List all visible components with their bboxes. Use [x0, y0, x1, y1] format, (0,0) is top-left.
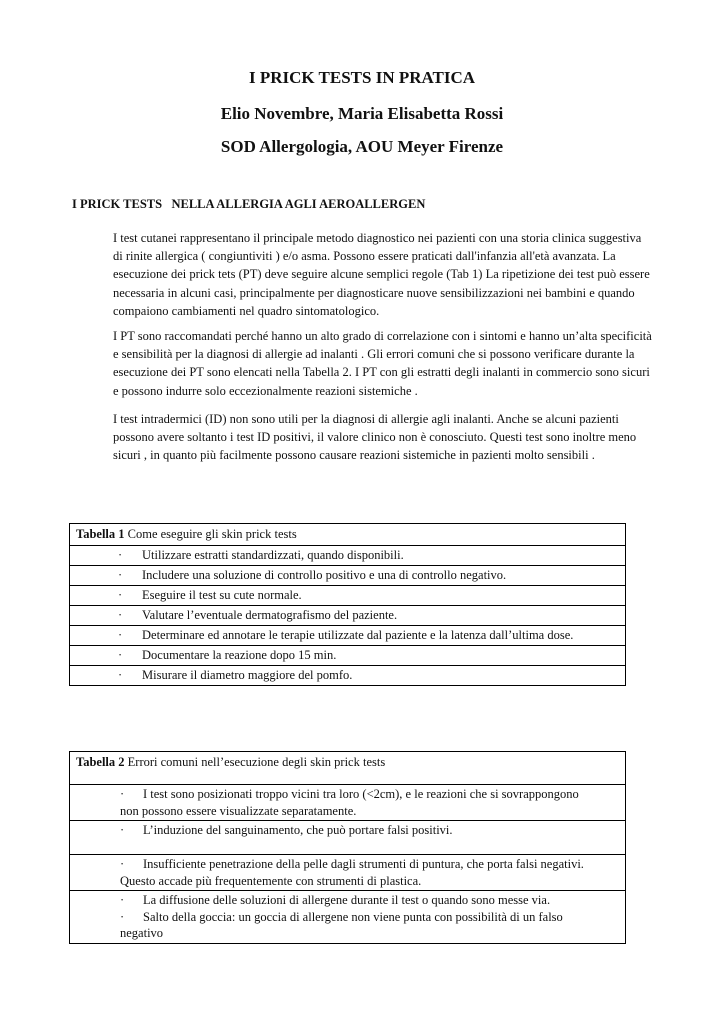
table-row	[70, 891, 626, 944]
table-1-row-text: Valutare l’eventuale dermatografismo del paziente.	[142, 608, 398, 622]
bullet-icon: ·	[118, 568, 123, 582]
table-1	[69, 523, 626, 686]
table-2-row-text-continued: Questo accade più frequentemente con strumenti di plastica.	[120, 873, 422, 888]
bullet-icon: ·	[120, 909, 125, 924]
paragraph-2: I PT sono raccomandati perché hanno un alto grado di correlazione con i sintomi e hanno un’alta specificità e sensibilità per la diagnosi di allergie ad inalanti . Gli errori comuni che si possono verificare durante la esecuzione dei PT sono elencati nella Tabella 2. I PT con gli estratti degli inalanti in commercio sono sicuri e possono indurre solo eccezionalmente reazioni sistemiche .	[113, 329, 652, 398]
bullet-icon: ·	[118, 628, 123, 642]
bullet-icon: ·	[118, 668, 123, 682]
table-1-row-text: Eseguire il test su cute normale.	[142, 588, 302, 602]
table-1-caption-text: Come eseguire gli skin prick tests	[124, 527, 297, 541]
table-2-row-text: L’induzione del sanguinamento, che può portare falsi positivi.	[143, 823, 453, 837]
document-title: I PRICK TESTS IN PRATICA	[248, 68, 476, 87]
table-2	[69, 751, 626, 944]
bullet-icon: ·	[118, 588, 123, 602]
table-row	[70, 646, 626, 666]
table-2-caption-text: Errori comuni nell’esecuzione degli skin prick tests	[124, 755, 386, 769]
table-row	[70, 626, 626, 646]
table-row	[70, 546, 626, 566]
section-heading: I PRICK TESTS NELLA ALLERGIA AGLI AEROALLERGEN	[72, 197, 426, 211]
bullet-icon: ·	[120, 857, 125, 871]
bullet-icon: ·	[118, 548, 123, 562]
table-2-label: Tabella 2	[76, 755, 125, 769]
table-row	[70, 666, 626, 686]
table-1-row-text: Utilizzare estratti standardizzati, quando disponibili.	[142, 548, 404, 562]
table-2-row-text-continued: negativo	[120, 926, 164, 940]
table-row	[70, 821, 626, 855]
bullet-icon: ·	[120, 823, 125, 837]
bullet-icon: ·	[118, 648, 123, 662]
table-row	[70, 606, 626, 626]
authors: Elio Novembre, Maria Elisabetta Rossi	[220, 104, 504, 123]
paragraph-3: I test intradermici (ID) non sono utili per la diagnosi di allergie agli inalanti. Anche se alcuni pazienti possono avere soltanto i test ID positivi, il valore clinico non è conosciuto. Questi test sono inoltre meno sicuri , in quanto più facilmente possono causare reazioni sistemiche in pazienti molto sensibili .	[113, 412, 637, 463]
bullet-icon: ·	[120, 787, 125, 801]
table-row	[70, 785, 626, 821]
table-row	[70, 855, 626, 891]
table-2-row-text: Salto della goccia: un goccia di allergene non viene punta con possibilità di un falso	[143, 909, 563, 924]
table-1-row-text: Documentare la reazione dopo 15 min.	[142, 648, 337, 662]
table-1-label: Tabella 1	[76, 527, 125, 541]
table-2-row-text: La diffusione delle soluzioni di allergene durante il test o quando sono messe via.	[143, 893, 551, 907]
table-1-row-text: Misurare il diametro maggiore del pomfo.	[142, 668, 353, 682]
table-1-row-text: Determinare ed annotare le terapie utilizzate dal paziente e la latenza dall’ultima dose.	[142, 628, 574, 642]
table-2-row-text: I test sono posizionati troppo vicini tra loro (<2cm), e le reazioni che si sovrappongono	[143, 787, 579, 801]
affiliation: SOD Allergologia, AOU Meyer Firenze	[220, 137, 504, 156]
table-1-row-text: Includere una soluzione di controllo positivo e una di controllo negativo.	[142, 568, 507, 582]
table-2-row-text: Insufficiente penetrazione della pelle dagli strumenti di puntura, che porta falsi negativi.	[143, 857, 584, 871]
table-2-caption	[70, 752, 626, 785]
bullet-icon: ·	[120, 893, 125, 907]
table-1-caption	[70, 524, 626, 546]
table-row	[70, 566, 626, 586]
table-2-row-text-continued: non possono essere visualizzate separatamente.	[120, 803, 357, 818]
bullet-icon: ·	[118, 608, 123, 622]
paragraph-1: I test cutanei rappresentano il principale metodo diagnostico nei pazienti con una storia clinica suggestiva di rinite allergica ( congiuntiviti ) e/o asma. Possono essere praticati dall'infanzia all'età avanzata. La esecuzione dei prick tets (PT) deve seguire alcune semplici regole (Tab 1) La ripetizione dei test può essere necessaria in alcuni casi, principalmente per diagnosticare nuove sensibilizzazioni nei bambini e quando compaiono cambiamenti nel quadro sintomatologico.	[113, 231, 650, 318]
table-row	[70, 586, 626, 606]
